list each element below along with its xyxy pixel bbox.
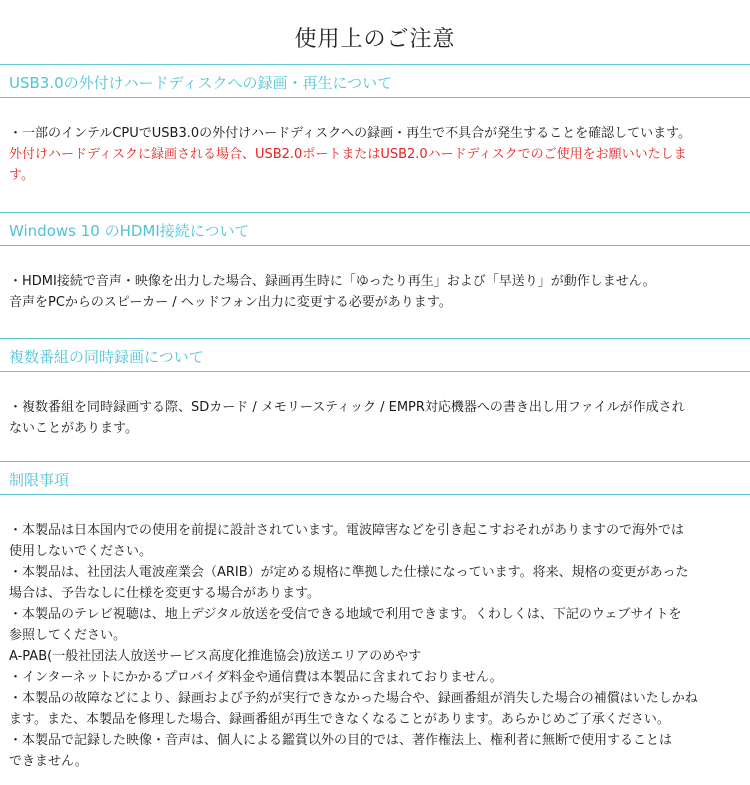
section-heading-text: 複数番組の同時録画について (9, 348, 204, 366)
section-body-hdmi (9, 271, 749, 313)
body-line: ・複数番組を同時録画する際、SDカード / メモリースティック / EMPR対応機器への書き出し用ファイルが作成され (9, 400, 685, 415)
section-heading-text: USB3.0の外付けハードディスクへの録画・再生について (9, 74, 393, 92)
section-heading-hdmi (0, 212, 750, 246)
body-line: ・一部のインテルCPUでUSB3.0の外付けハードディスクへの録画・再生で不具合が発生することを確認しています。 (9, 126, 692, 141)
body-line: ・本製品の故障などにより、録画および予約が実行できなかった場合や、録画番組が消失した場合の補償はいたしかね (9, 691, 698, 706)
body-line: 使用しないでください。 (9, 544, 153, 559)
body-line: 参照してください。 (9, 628, 127, 643)
warning-line: 外付けハードディスクに録画される場合、USB2.0ポートまたはUSB2.0ハードディスクでのご使用をお願いいたしま (9, 147, 687, 162)
body-line: ・インターネットにかかるプロバイダ料金や通信費は本製品に含まれておりません。 (9, 670, 503, 685)
section-heading-text: Windows 10 のHDMI接続について (9, 222, 250, 240)
section-heading-restrictions (0, 461, 750, 495)
body-line: ます。また、本製品を修理した場合、録画番組が再生できなくなることがあります。あらかじめご了承ください。 (9, 712, 670, 727)
body-line: ・HDMI接続で音声・映像を出力した場合、録画再生時に「ゆったり再生」および「早送り」が動作しません。 (9, 274, 656, 289)
body-line: 音声をPCからのスピーカー / ヘッドフォン出力に変更する必要があります。 (9, 295, 452, 310)
body-line: ないことがあります。 (9, 421, 138, 436)
section-body-usb3 (9, 123, 749, 186)
warning-line: す。 (9, 168, 34, 183)
body-line: ・本製品は、社団法人電波産業会（ARIB）が定める規格に準拠した仕様になっています。将来、規格の変更があった (9, 565, 689, 580)
apab-area-line: A-PAB(一般社団法人放送サービス高度化推進協会)放送エリアのめやす (9, 649, 422, 664)
page-title: 使用上のご注意 (294, 27, 456, 52)
body-line: できません。 (9, 754, 88, 769)
section-heading-simultaneous-recording (0, 338, 750, 372)
section-body-restrictions (9, 520, 749, 772)
section-heading-usb3 (0, 64, 750, 98)
body-line: ・本製品のテレビ視聴は、地上デジタル放送を受信できる地域で利用できます。くわしくは、下記のウェブサイトを (9, 607, 682, 622)
section-heading-text: 制限事項 (9, 471, 70, 489)
body-line: ・本製品で記録した映像・音声は、個人による鑑賞以外の目的では、著作権法上、権利者に無断で使用することは (9, 733, 673, 748)
body-line: ・本製品は日本国内での使用を前提に設計されています。電波障害などを引き起こすおそれがありますので海外では (9, 523, 684, 538)
section-body-simultaneous-recording (9, 397, 749, 439)
body-line: 場合は、予告なしに仕様を変更する場合があります。 (9, 586, 320, 601)
